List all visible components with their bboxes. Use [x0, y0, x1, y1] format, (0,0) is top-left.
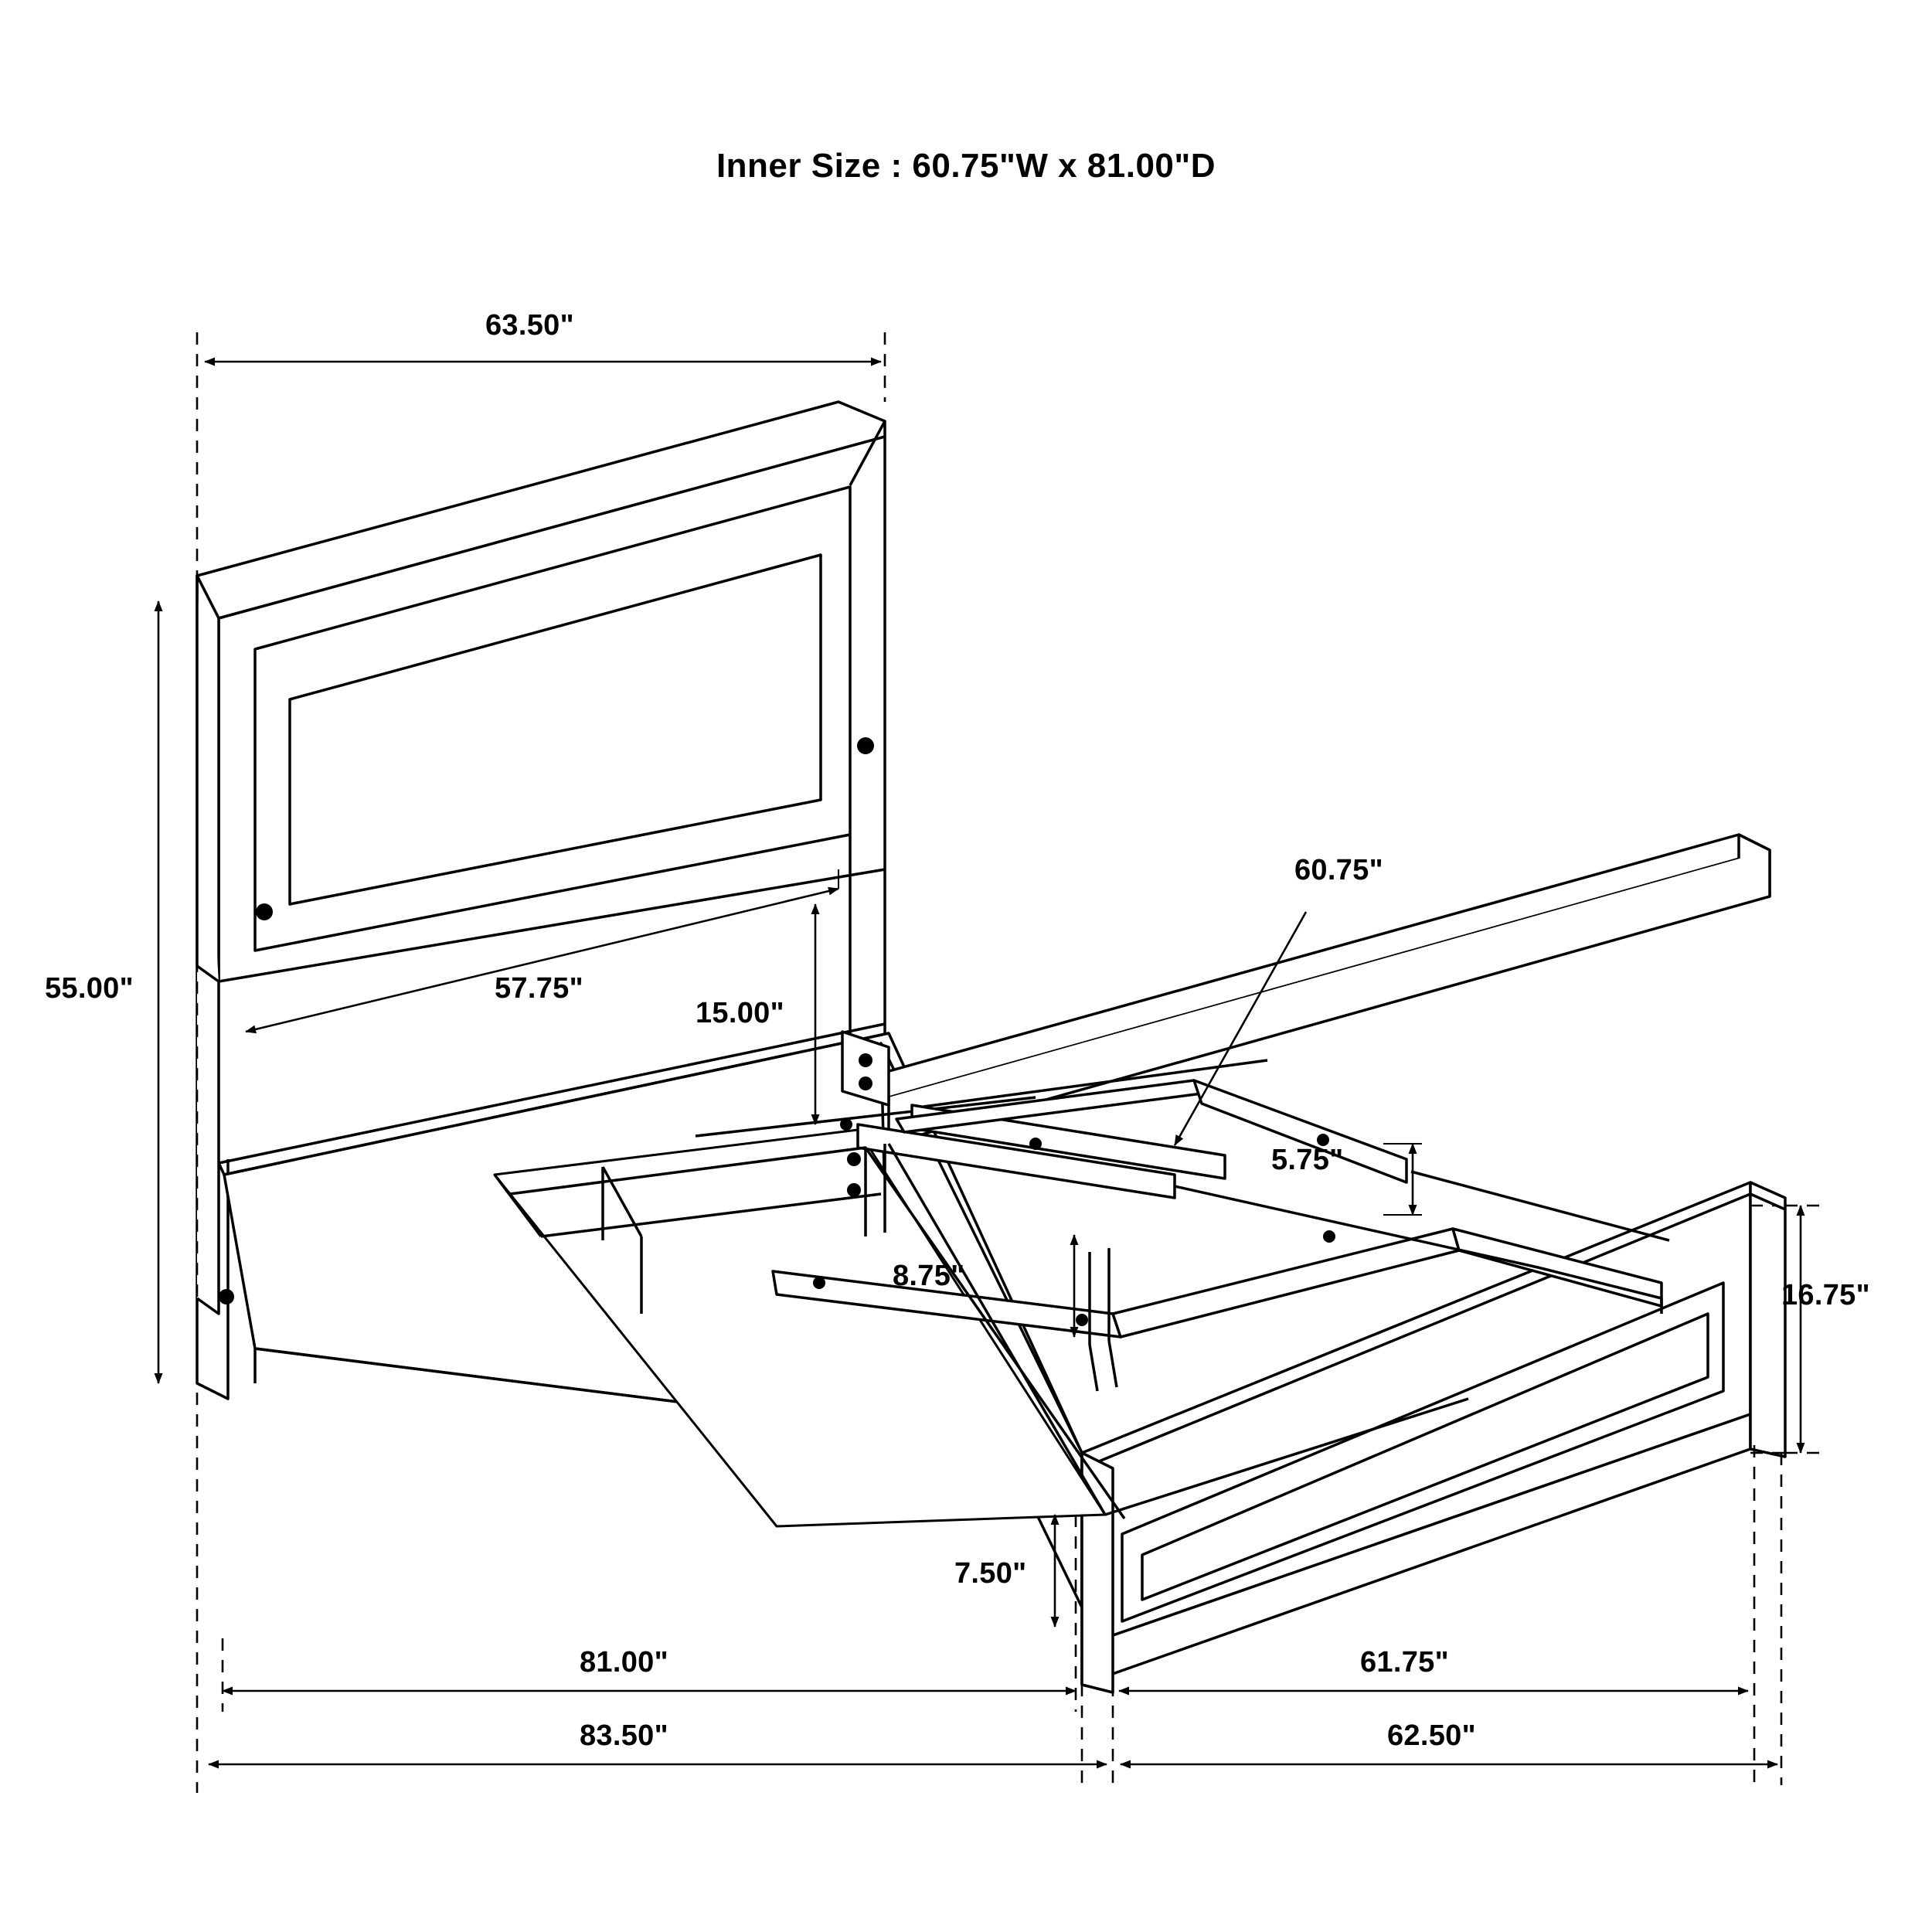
bed-outline — [197, 402, 1785, 1692]
dimension-label-overall-width: 62.50" — [1387, 1719, 1476, 1752]
dimension-label-footboard-height: 16.75" — [1781, 1279, 1870, 1311]
dimension-label-headboard-width: 63.50" — [485, 309, 574, 342]
dimension-label-deck-to-rail-height: 15.00" — [696, 997, 784, 1029]
dimension-label-overall-length: 83.50" — [580, 1719, 668, 1752]
dimension-label-slat-clearance: 8.75" — [893, 1260, 965, 1292]
dimension-label-inner-length: 81.00" — [580, 1646, 668, 1679]
page-title: Inner Size : 60.75"W x 81.00"D — [716, 147, 1216, 185]
dimension-label-slat-span: 60.75" — [1294, 854, 1383, 886]
dimension-label-headboard-inner-width: 57.75" — [495, 972, 583, 1005]
dimension-label-floor-clearance: 7.50" — [954, 1557, 1027, 1590]
dimension-label-overall-height: 55.00" — [45, 972, 134, 1005]
dimension-label-rail-height: 5.75" — [1271, 1144, 1344, 1176]
dimension-label-footboard-inner-width: 61.75" — [1360, 1646, 1449, 1679]
